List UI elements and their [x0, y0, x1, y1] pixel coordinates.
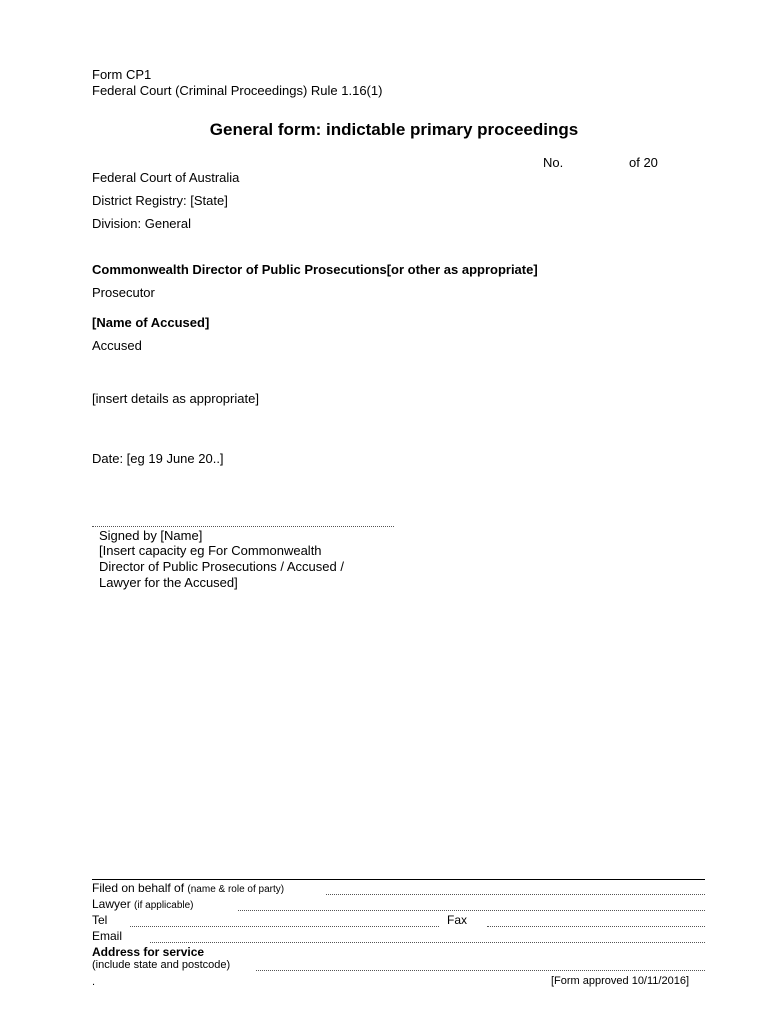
lawyer-label: Lawyer [92, 897, 131, 911]
accused-name: [Name of Accused] [92, 315, 210, 330]
case-number-label: No. [543, 155, 564, 170]
tel-label: Tel [92, 913, 108, 927]
tel-field[interactable] [130, 926, 439, 927]
address-label: Address for service [92, 945, 205, 959]
fax-field[interactable] [487, 926, 705, 927]
case-year-label: of 20 [629, 155, 658, 170]
filed-on-behalf-field[interactable] [326, 894, 705, 895]
form-id: Form CP1 [92, 67, 152, 82]
details-placeholder: [insert details as appropriate] [92, 391, 259, 406]
prosecutor-role: Prosecutor [92, 285, 155, 300]
signed-by: Signed by [Name] [99, 528, 203, 543]
footer-dot: . [92, 976, 96, 988]
lawyer-field[interactable] [238, 910, 705, 911]
filed-on-behalf [92, 881, 284, 896]
accused-role: Accused [92, 338, 142, 353]
page-title: General form: indictable primary proceedings [209, 120, 579, 139]
form-rule: Federal Court (Criminal Proceedings) Rule 1.16(1) [92, 83, 383, 98]
form-approval: [Form approved 10/11/2016] [551, 975, 689, 987]
footer-divider [92, 879, 705, 880]
lawyer [92, 897, 194, 912]
email-field[interactable] [150, 942, 705, 943]
filed-on-behalf-hint: (name & role of party) [187, 884, 285, 895]
court-name: Federal Court of Australia [92, 170, 240, 185]
district-registry: District Registry: [State] [92, 193, 228, 208]
email-label: Email [92, 929, 123, 943]
signer-capacity-1: [Insert capacity eg For Commonwealth [99, 543, 322, 558]
filed-on-behalf-label: Filed on behalf of [92, 881, 185, 895]
lawyer-hint: (if applicable) [134, 900, 194, 911]
signer-capacity-3: Lawyer for the Accused] [99, 575, 238, 590]
prosecutor-name: Commonwealth Director of Public Prosecutions[or other as appropriate] [92, 262, 538, 277]
signer-capacity-2: Director of Public Prosecutions / Accused / [99, 559, 344, 574]
fax-label: Fax [447, 913, 468, 927]
address-hint: (include state and postcode) [92, 959, 231, 971]
date-line: Date: [eg 19 June 20..] [92, 451, 224, 466]
address-field[interactable] [256, 970, 705, 971]
division: Division: General [92, 216, 191, 231]
signature-line [92, 526, 394, 527]
